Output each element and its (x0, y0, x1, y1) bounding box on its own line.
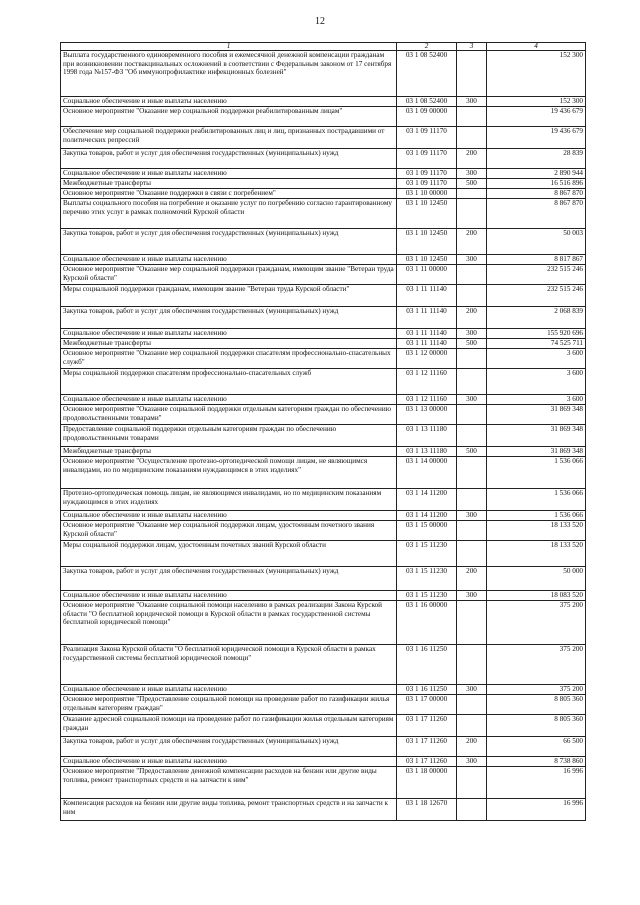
row-sum-cell: 28 839 (487, 149, 586, 169)
row-code-cell: 03 1 18 12670 (397, 799, 457, 821)
row-sum-cell: 8 817 867 (487, 255, 586, 265)
row-sum-cell: 375 200 (487, 645, 586, 685)
row-vr-cell (457, 799, 487, 821)
row-code-cell: 03 1 09 11170 (397, 169, 457, 179)
row-name-cell: Основное мероприятие "Оказание мер социальной поддержки гражданам, имеющим звание "Ветеран труда Курской области" (61, 265, 397, 285)
row-sum-cell: 50 003 (487, 229, 586, 255)
row-name-cell: Протезно-ортопедическая помощь лицам, не являющимся инвалидами, но по медицинским показаниям нуждающимся в этих изделиях (61, 489, 397, 511)
row-sum-cell: 31 869 348 (487, 405, 586, 425)
table-row (61, 737, 586, 757)
row-sum-cell: 18 133 520 (487, 541, 586, 567)
row-name-cell: Межбюджетные трансферты (61, 447, 397, 457)
row-vr-cell: 200 (457, 229, 487, 255)
row-vr-cell (457, 405, 487, 425)
row-code-cell: 03 1 12 00000 (397, 349, 457, 369)
row-vr-cell: 200 (457, 567, 487, 591)
budget-table (60, 42, 586, 821)
row-vr-cell: 300 (457, 329, 487, 339)
row-vr-cell: 300 (457, 511, 487, 521)
row-vr-cell (457, 489, 487, 511)
table-row (61, 107, 586, 127)
row-sum-cell: 66 500 (487, 737, 586, 757)
table-row (61, 447, 586, 457)
row-sum-cell: 8 805 360 (487, 715, 586, 737)
row-vr-cell: 200 (457, 737, 487, 757)
row-code-cell: 03 1 13 00000 (397, 405, 457, 425)
row-name-cell: Основное мероприятие "Оказание мер социальной поддержки лицам, удостоенным почетного звания Курской области" (61, 521, 397, 541)
table-row (61, 97, 586, 107)
row-code-cell: 03 1 16 11250 (397, 645, 457, 685)
table-row (61, 169, 586, 179)
row-code-cell: 03 1 13 11180 (397, 425, 457, 447)
row-sum-cell: 8 867 870 (487, 199, 586, 229)
row-sum-cell: 8 738 860 (487, 757, 586, 767)
row-code-cell: 03 1 14 11200 (397, 511, 457, 521)
row-name-cell: Закупка товаров, работ и услуг для обеспечения государственных (муниципальных) нужд (61, 229, 397, 255)
row-name-cell: Закупка товаров, работ и услуг для обеспечения государственных (муниципальных) нужд (61, 567, 397, 591)
row-code-cell: 03 1 13 11180 (397, 447, 457, 457)
row-code-cell: 03 1 17 11260 (397, 715, 457, 737)
row-name-cell: Социальное обеспечение и иные выплаты населению (61, 97, 397, 107)
row-code-cell: 03 1 09 11170 (397, 149, 457, 169)
row-code-cell: 03 1 10 00000 (397, 189, 457, 199)
row-sum-cell: 2 890 944 (487, 169, 586, 179)
row-sum-cell: 16 516 896 (487, 179, 586, 189)
row-name-cell: Социальное обеспечение и иные выплаты населению (61, 395, 397, 405)
row-name-cell: Социальное обеспечение и иные выплаты населению (61, 169, 397, 179)
table-row (61, 199, 586, 229)
row-vr-cell (457, 695, 487, 715)
row-name-cell: Закупка товаров, работ и услуг для обеспечения государственных (муниципальных) нужд (61, 737, 397, 757)
row-vr-cell: 300 (457, 591, 487, 601)
row-vr-cell (457, 107, 487, 127)
table-row (61, 369, 586, 395)
row-name-cell: Социальное обеспечение и иные выплаты населению (61, 591, 397, 601)
row-code-cell: 03 1 11 11140 (397, 329, 457, 339)
row-code-cell: 03 1 14 00000 (397, 457, 457, 489)
row-sum-cell: 375 200 (487, 685, 586, 695)
row-vr-cell: 200 (457, 149, 487, 169)
table-row (61, 695, 586, 715)
row-vr-cell: 500 (457, 339, 487, 349)
table-row (61, 457, 586, 489)
row-name-cell: Межбюджетные трансферты (61, 339, 397, 349)
row-name-cell: Межбюджетные трансферты (61, 179, 397, 189)
table-row (61, 395, 586, 405)
row-vr-cell (457, 521, 487, 541)
table-row (61, 511, 586, 521)
row-vr-cell: 300 (457, 97, 487, 107)
row-vr-cell: 300 (457, 255, 487, 265)
row-vr-cell (457, 715, 487, 737)
table-header-row (61, 43, 586, 51)
table-row (61, 255, 586, 265)
row-vr-cell (457, 601, 487, 645)
table-row (61, 541, 586, 567)
row-sum-cell: 232 515 246 (487, 265, 586, 285)
row-code-cell: 03 1 15 00000 (397, 521, 457, 541)
row-vr-cell: 300 (457, 757, 487, 767)
table-row (61, 567, 586, 591)
table-row (61, 339, 586, 349)
table-row (61, 265, 586, 285)
table-row (61, 757, 586, 767)
row-sum-cell: 74 525 711 (487, 339, 586, 349)
row-sum-cell: 31 869 348 (487, 447, 586, 457)
row-sum-cell: 50 000 (487, 567, 586, 591)
row-sum-cell: 232 515 246 (487, 285, 586, 307)
table-row (61, 51, 586, 97)
row-vr-cell (457, 51, 487, 97)
row-code-cell: 03 1 17 11260 (397, 757, 457, 767)
row-name-cell: Социальное обеспечение и иные выплаты населению (61, 329, 397, 339)
row-sum-cell: 375 200 (487, 601, 586, 645)
table-row (61, 425, 586, 447)
row-code-cell: 03 1 09 00000 (397, 107, 457, 127)
row-sum-cell: 18 133 520 (487, 521, 586, 541)
row-name-cell: Выплаты социального пособия на погребение и оказание услуг по погребению согласно гарантированному перечню этих услуг в рамках полномочий Курской области (61, 199, 397, 229)
row-code-cell: 03 1 08 52400 (397, 51, 457, 97)
row-name-cell: Компенсация расходов на бензин или другие виды топлива, ремонт транспортных средств и на запчасти к ним (61, 799, 397, 821)
row-sum-cell: 16 996 (487, 767, 586, 799)
row-sum-cell: 152 300 (487, 97, 586, 107)
table-row (61, 329, 586, 339)
row-sum-cell: 8 805 360 (487, 695, 586, 715)
row-name-cell: Основное мероприятие "Оказание социальной помощи населению в рамках реализации Закона Курской области "О бесплатной юридической помощи в Курской области в рамках государственной системы бесплатной юридической помощи" (61, 601, 397, 645)
row-name-cell: Закупка товаров, работ и услуг для обеспечения государственных (муниципальных) нужд (61, 307, 397, 329)
row-vr-cell (457, 645, 487, 685)
row-vr-cell: 300 (457, 169, 487, 179)
row-sum-cell: 152 300 (487, 51, 586, 97)
header-col-1: 1 (61, 43, 397, 51)
row-name-cell: Основное мероприятие "Оказание поддержки в связи с погребением" (61, 189, 397, 199)
row-sum-cell: 3 600 (487, 369, 586, 395)
row-name-cell: Меры социальной поддержки гражданам, имеющим звание "Ветеран труда Курской области" (61, 285, 397, 307)
table-row (61, 349, 586, 369)
row-vr-cell (457, 541, 487, 567)
row-code-cell: 03 1 08 52400 (397, 97, 457, 107)
row-vr-cell: 500 (457, 447, 487, 457)
row-name-cell: Основное мероприятие "Предоставление денежной компенсации расходов на бензин или другие виды топлива, ремонт транспортных средств и на запчасти к ним" (61, 767, 397, 799)
row-name-cell: Социальное обеспечение и иные выплаты населению (61, 757, 397, 767)
table-row (61, 715, 586, 737)
row-name-cell: Основное мероприятие "Предоставление социальной помощи на проведение работ по газификации жилья отдельным категориям граждан" (61, 695, 397, 715)
row-name-cell: Меры социальной поддержки лицам, удостоенным почетных званий Курской области (61, 541, 397, 567)
table-row (61, 285, 586, 307)
table-row (61, 591, 586, 601)
table-row (61, 767, 586, 799)
row-code-cell: 03 1 10 12450 (397, 229, 457, 255)
row-sum-cell: 2 068 839 (487, 307, 586, 329)
row-sum-cell: 8 867 870 (487, 189, 586, 199)
row-code-cell: 03 1 15 11230 (397, 567, 457, 591)
row-code-cell: 03 1 11 11140 (397, 285, 457, 307)
row-code-cell: 03 1 11 00000 (397, 265, 457, 285)
row-name-cell: Обеспечение мер социальной поддержки реабилитированных лиц и лиц, признанных пострадавшими от политических репрессий (61, 127, 397, 149)
row-vr-cell: 300 (457, 685, 487, 695)
row-vr-cell (457, 425, 487, 447)
row-vr-cell (457, 457, 487, 489)
row-code-cell: 03 1 17 00000 (397, 695, 457, 715)
row-vr-cell: 500 (457, 179, 487, 189)
table-row (61, 127, 586, 149)
row-vr-cell (457, 285, 487, 307)
row-name-cell: Социальное обеспечение и иные выплаты населению (61, 685, 397, 695)
row-name-cell: Основное мероприятие "Осуществление протезно-ортопедической помощи лицам, не являющимся инвалидами, но по медицинским показаниям нуждающимся в этих изделиях" (61, 457, 397, 489)
table-row (61, 189, 586, 199)
row-name-cell: Социальное обеспечение и иные выплаты населению (61, 511, 397, 521)
table-row (61, 179, 586, 189)
row-code-cell: 03 1 16 11250 (397, 685, 457, 695)
row-code-cell: 03 1 16 00000 (397, 601, 457, 645)
row-vr-cell (457, 199, 487, 229)
row-name-cell: Основное мероприятие "Оказание социальной поддержки отдельным категориям граждан по обеспечению продовольственными товарами" (61, 405, 397, 425)
row-sum-cell: 3 600 (487, 395, 586, 405)
row-sum-cell: 155 920 696 (487, 329, 586, 339)
table-row (61, 229, 586, 255)
row-code-cell: 03 1 10 12450 (397, 199, 457, 229)
row-name-cell: Социальное обеспечение и иные выплаты населению (61, 255, 397, 265)
row-code-cell: 03 1 12 11160 (397, 395, 457, 405)
row-vr-cell (457, 189, 487, 199)
table-row (61, 601, 586, 645)
row-vr-cell (457, 127, 487, 149)
header-col-2: 2 (397, 43, 457, 51)
row-sum-cell: 1 536 066 (487, 457, 586, 489)
row-sum-cell: 19 436 679 (487, 107, 586, 127)
row-vr-cell (457, 349, 487, 369)
row-code-cell: 03 1 17 11260 (397, 737, 457, 757)
table-row (61, 645, 586, 685)
row-name-cell: Оказание адресной социальной помощи на проведение работ по газификации жилья отдельным категориям граждан (61, 715, 397, 737)
row-code-cell: 03 1 09 11170 (397, 127, 457, 149)
row-vr-cell: 300 (457, 395, 487, 405)
table-row (61, 307, 586, 329)
table-row (61, 521, 586, 541)
row-code-cell: 03 1 12 11160 (397, 369, 457, 395)
row-sum-cell: 1 536 066 (487, 489, 586, 511)
row-name-cell: Выплата государственного единовременного пособия и ежемесячной денежной компенсации гражданам при возникновении поствакцинальных осложнений в соответствии с Федеральным законом от 17 сентября 1998 года №157-ФЗ "Об иммунопрофилактике инфекционных болезней" (61, 51, 397, 97)
row-sum-cell: 16 996 (487, 799, 586, 821)
table-row (61, 685, 586, 695)
table-row (61, 149, 586, 169)
row-sum-cell: 19 436 679 (487, 127, 586, 149)
page-number: 12 (315, 16, 325, 27)
row-code-cell: 03 1 18 00000 (397, 767, 457, 799)
row-sum-cell: 1 536 066 (487, 511, 586, 521)
row-code-cell: 03 1 15 11230 (397, 591, 457, 601)
row-name-cell: Закупка товаров, работ и услуг для обеспечения государственных (муниципальных) нужд (61, 149, 397, 169)
row-name-cell: Основное мероприятие "Оказание мер социальной поддержки реабилитированным лицам" (61, 107, 397, 127)
table-row (61, 405, 586, 425)
row-sum-cell: 3 600 (487, 349, 586, 369)
row-code-cell: 03 1 15 11230 (397, 541, 457, 567)
table-body (61, 51, 586, 821)
row-name-cell: Меры социальной поддержки спасателям профессионально-спасательных служб (61, 369, 397, 395)
table-row (61, 489, 586, 511)
header-col-4: 4 (487, 43, 586, 51)
row-code-cell: 03 1 09 11170 (397, 179, 457, 189)
row-code-cell: 03 1 10 12450 (397, 255, 457, 265)
row-name-cell: Реализация Закона Курской области "О бесплатной юридической помощи в Курской области в рамках государственной системы бесплатной юридической помощи" (61, 645, 397, 685)
row-name-cell: Основное мероприятие "Оказание мер социальной поддержки спасателям профессионально-спасательных служб" (61, 349, 397, 369)
row-code-cell: 03 1 14 11200 (397, 489, 457, 511)
row-vr-cell (457, 265, 487, 285)
row-vr-cell (457, 767, 487, 799)
table-row (61, 799, 586, 821)
row-sum-cell: 31 869 348 (487, 425, 586, 447)
row-vr-cell (457, 369, 487, 395)
row-code-cell: 03 1 11 11140 (397, 339, 457, 349)
row-name-cell: Предоставление социальной поддержки отдельным категориям граждан по обеспечению продовольственными товарами (61, 425, 397, 447)
header-col-3: 3 (457, 43, 487, 51)
row-vr-cell: 200 (457, 307, 487, 329)
row-code-cell: 03 1 11 11140 (397, 307, 457, 329)
row-sum-cell: 18 083 520 (487, 591, 586, 601)
